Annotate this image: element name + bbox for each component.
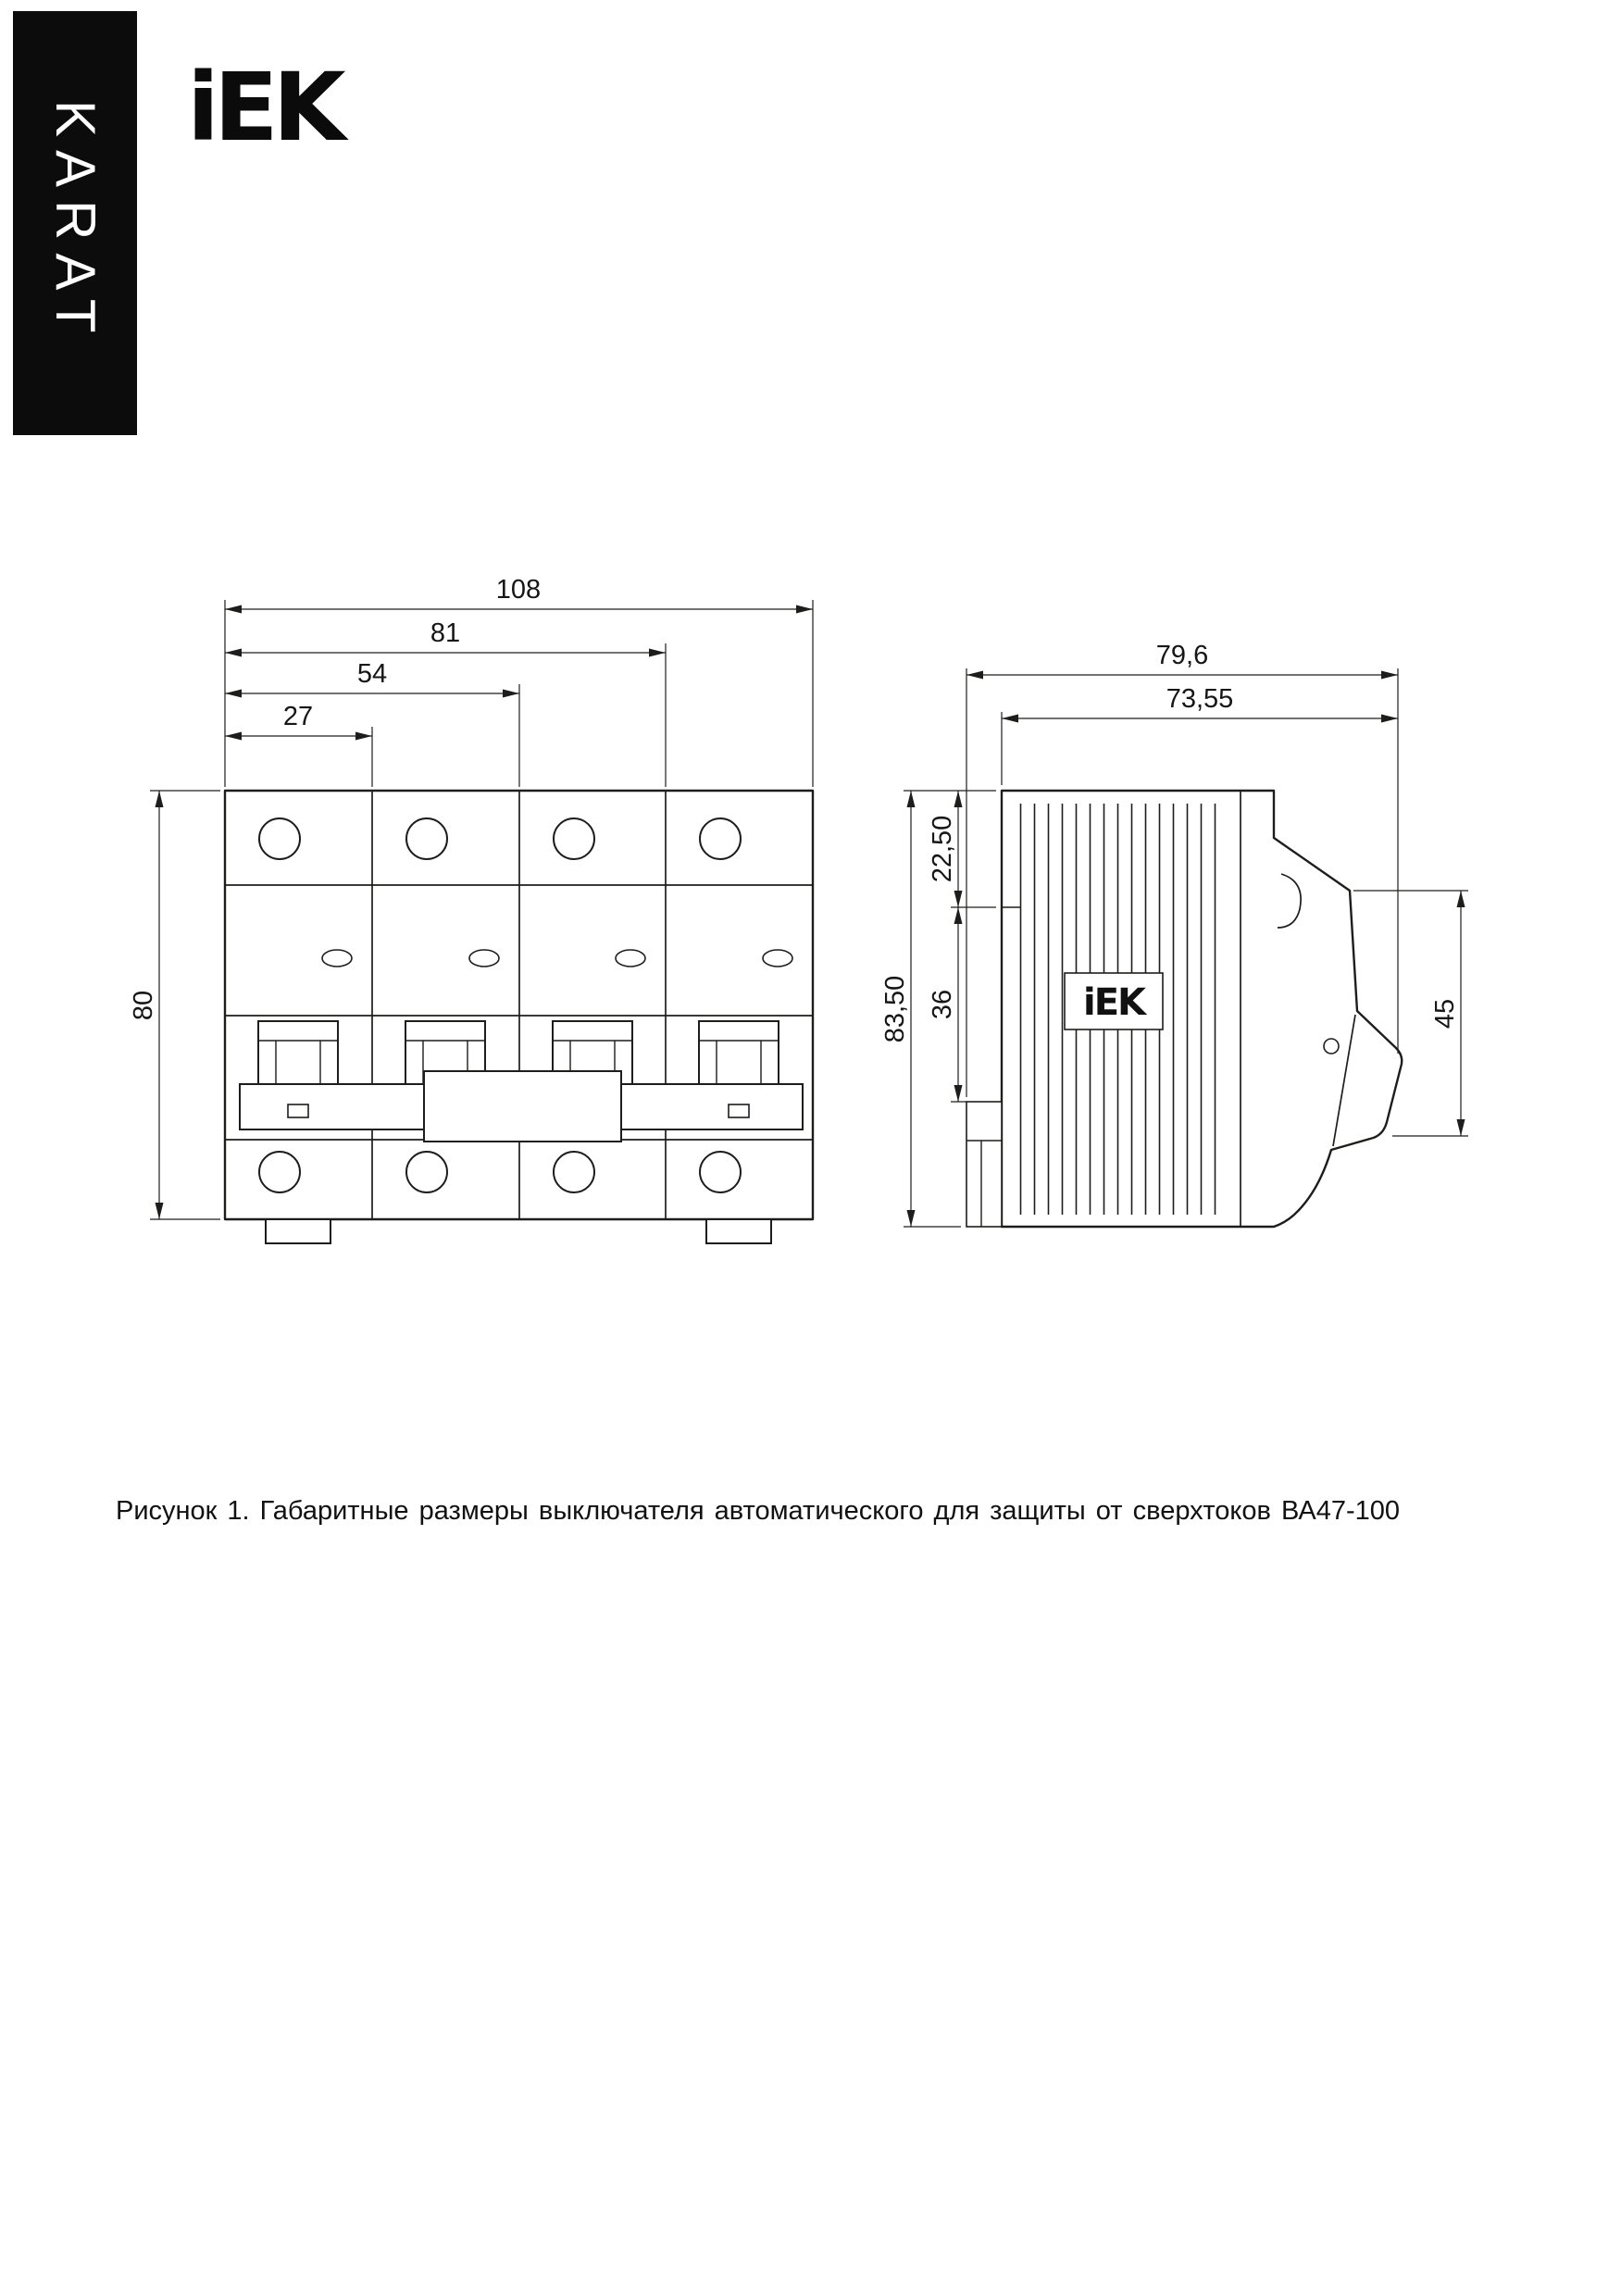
dim-label-80: 80 [129,990,158,1021]
terminal-screw [700,1152,741,1192]
din-rail-clip [966,1102,1002,1227]
indicator-window [469,950,499,967]
dim-label-83-50: 83,50 [880,975,910,1043]
dim-label-27: 27 [282,702,314,731]
toggle-pivot-screw [1324,1039,1339,1054]
terminal-screw [700,818,741,859]
terminal-screw [259,1152,300,1192]
figure-caption: Рисунок 1. Габаритные размеры выключателя автоматического для защиты от сверхтоков ВА47-100 [116,1496,1401,1526]
dim-label-45: 45 [1430,998,1460,1029]
din-tab [266,1219,330,1243]
tie-bar-center-plate [424,1071,621,1142]
dim-label-73-55: 73,55 [1166,684,1234,714]
terminal-screw [554,1152,594,1192]
tie-bar-pin [729,1104,749,1117]
dim-label-22-50: 22,50 [928,815,957,883]
dim-label-79-6: 79,6 [1155,641,1209,670]
dim-label-81: 81 [430,618,461,648]
side-iek-logo: iEK [1082,981,1145,1024]
tie-bar-pin [288,1104,308,1117]
dim-label-108: 108 [495,575,542,605]
indicator-window [322,950,352,967]
terminal-screw [554,818,594,859]
terminal-screw [259,818,300,859]
indicator-window [616,950,645,967]
iek-logo: iEK [187,53,341,163]
din-tab [706,1219,771,1243]
terminal-screw [406,818,447,859]
karat-brand-label: KARAT [44,100,106,346]
toggle-handle [699,1021,779,1086]
dim-label-54: 54 [356,659,388,689]
terminal-screw [406,1152,447,1192]
toggle-handle [258,1021,338,1086]
side-view [966,791,1402,1227]
front-view [225,791,813,1243]
indicator-window [763,950,792,967]
dim-label-36: 36 [928,989,957,1020]
